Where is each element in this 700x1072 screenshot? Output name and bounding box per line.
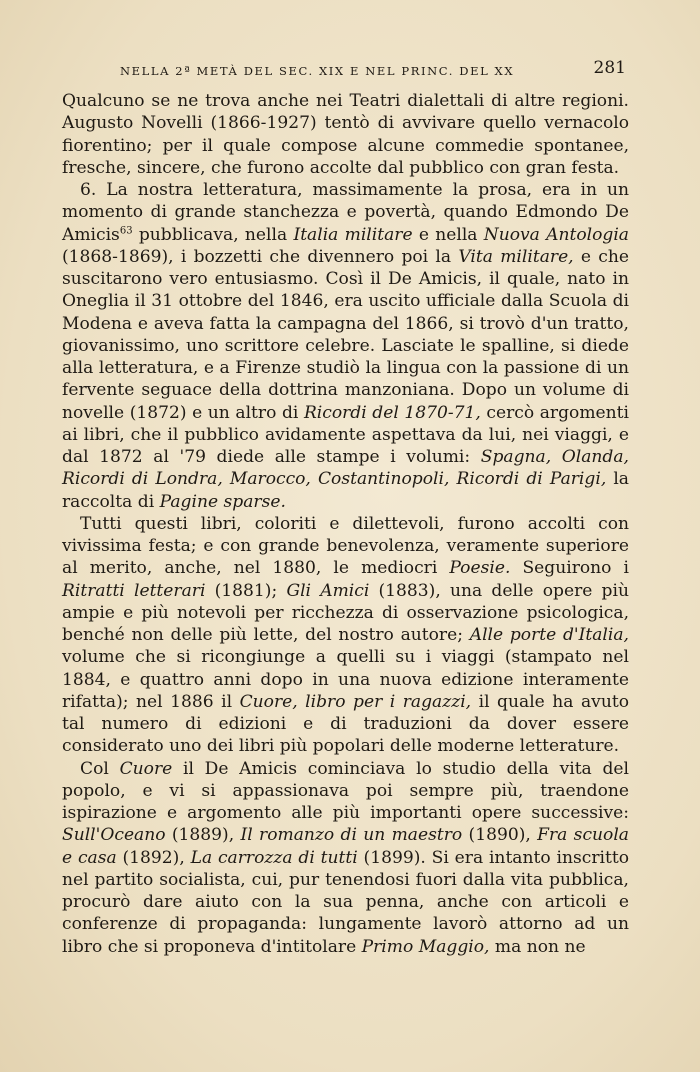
paragraph: Qualcuno se ne trova anche nei Teatri dialettali di altre regioni. Augusto Novelli (1866-1927) tentò di avvivare quello vernacolo fiorentino; per il quale compose alcune commedie spontanee, fresche, sincere, che furono accolte dal pubblico con gran festa. [62,91,629,178]
page-header [60,58,632,84]
page-number: 281 [593,58,626,78]
body-text [62,90,629,958]
running-head: NELLA 2ª METÀ DEL SEC. XIX E NEL PRINC. DEL XX [120,64,515,78]
paragraph: 6. La nostra letteratura, massimamente la prosa, era in un momento di grande stanchezza e povertà, quando Edmondo De Amicis$^{63}$ pubblicava, nella Italia militare e nella Nuova Antologia (1868-1869), i bozzetti che divennero poi la Vita militare, e che suscitarono vero entusiasmo. Così il De Amicis, il quale, nato in Oneglia il 31 ottobre del 1846, era uscito ufficiale dalla Scuola di Modena e aveva fatta la campagna del 1866, si trovò d'un tratto, giovanissimo, uno scrittore celebre. Lasciate le spalline, si diede alla letteratura, e a Firenze studiò la lingua con la passione di un fervente seguace della dottrina manzoniana. Dopo un volume di novelle (1872) e un altro di Ricordi del 1870-71, cercò argomenti ai libri, che il pubblico avidamente aspettava da lui, nei viaggi, e dal 1872 al '79 diede alle stampe i volumi: Spagna, Olanda, Ricordi di Londra, Marocco, Costantinopoli, Ricordi di Parigi, la raccolta di Pagine sparse. [62,180,629,512]
paragraph: Tutti questi libri, coloriti e dilettevoli, furono accolti con vivissima festa; e con grande benevolenza, veramente superiore al merito, anche, nel 1880, le mediocri Poesie. Seguirono i Ritratti letterari (1881); Gli Amici (1883), una delle opere più ampie e più notevoli per ricchezza di osservazione psicologica, benché non delle più lette, del nostro autore; Alle porte d'Italia, volume che si ricongiunge a quelli su i viaggi (stampato nel 1884, e quattro anni dopo in una nuova edizione interamente rifatta); nel 1886 il Cuore, libro per i ragazzi, il quale ha avuto tal numero di edizioni e di traduzioni da dover essere considerato uno dei libri più popolari delle moderne letterature. [62,513,630,757]
footnote-ref: 63 [119,224,133,236]
paragraph: Col Cuore il De Amicis cominciava lo studio della vita del popolo, e vi si appassionava poi sempre più, traendone ispirazione e argomento alle più importanti opere successive: Sull'Oceano (1889), Il romanzo di un maestro (1890), Fra scuola e casa (1892), La carrozza di tutti (1899). Si era intanto inscritto nel partito socialista, cui, pur tenendosi fuori dalla vita pubblica, procurò dare aiuto con la sua penna, anche con articoli e conferenze di propaganda: lungamente lavorò attorno ad un libro che si proponeva d'intitolare Primo Maggio, ma non ne [62,758,630,957]
